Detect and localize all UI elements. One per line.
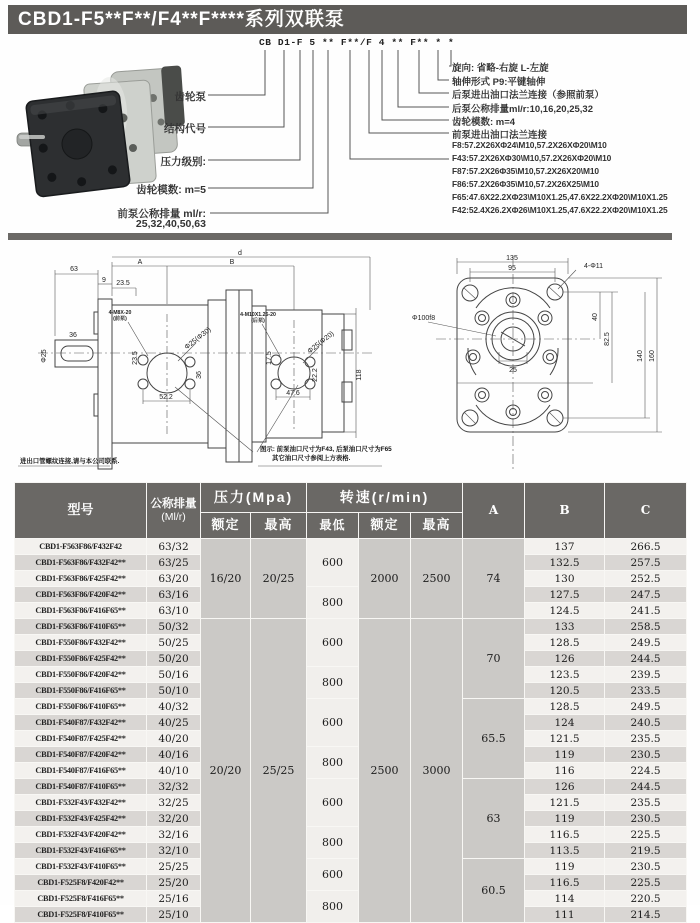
pressure-max-cell: 20/25 [251,539,307,619]
displacement-cell: 25/25 [147,859,201,875]
speed-min-cell: 600 [307,859,359,891]
displacement-cell: 50/10 [147,683,201,699]
a-cell: 60.5 [463,859,525,923]
model-cell: CBD1-F540F87/F425F42** [15,731,147,747]
displacement-cell: 32/32 [147,779,201,795]
b-cell: 133 [525,619,605,635]
c-cell: 225.5 [605,827,687,843]
pressure-rated-cell: 16/20 [201,539,251,619]
model-code: CB D1-F 5 ** F**/F 4 ** F** * * [259,37,455,48]
a-cell: 74 [463,539,525,619]
c-cell: 230.5 [605,859,687,875]
c-cell: 214.5 [605,907,687,923]
displacement-cell: 40/20 [147,731,201,747]
displacement-cell: 40/32 [147,699,201,715]
displacement-cell: 63/20 [147,571,201,587]
pressure-max-cell: 25/25 [251,619,307,923]
speed-min-cell: 800 [307,747,359,779]
label-front-displacement-values: 25,32,40,50,63 [135,218,206,230]
displacement-cell: 40/10 [147,763,201,779]
displacement-cell: 25/16 [147,891,201,907]
model-cell: CBD1-F540F87/F432F42** [15,715,147,731]
table-row [15,699,687,715]
label-gear-module-5: 齿轮模数: m=5 [136,184,206,196]
speed-min-cell: 600 [307,619,359,667]
dim-A: A [137,259,143,266]
c-cell: 244.5 [605,651,687,667]
b-cell: 113.5 [525,843,605,859]
dim-4-phi11: 4-Φ11 [584,263,604,270]
model-cell: CBD1-F525F8/F420F42** [15,875,147,891]
drawing-note-right-1: 图示: 前泵油口尺寸为F43, 后泵油口尺寸为F65 [260,446,392,453]
header-speed-rated: 额定 [359,513,411,539]
b-cell: 116.5 [525,827,605,843]
header-speed: 转速(r/min) [307,483,463,513]
model-cell: CBD1-F550F86/F410F65** [15,699,147,715]
b-cell: 128.5 [525,699,605,715]
model-cell: CBD1-F532F43/F410F65** [15,859,147,875]
header-displacement-line1: 公称排量 [150,497,197,510]
model-cell: CBD1-F563F86/F410F65** [15,619,147,635]
label-flange-f86: F86:57.2X26Φ35\M10,57.2X26X25\M10 [452,179,599,189]
b-cell: 132.5 [525,555,605,571]
c-cell: 235.5 [605,795,687,811]
model-cell: CBD1-F563F86/F420F42** [15,587,147,603]
label-shaft-type: 轴伸形式 P9:平键轴伸 [452,77,546,88]
c-cell: 230.5 [605,747,687,763]
header-pressure-rated: 额定 [201,513,251,539]
dim-B: B [229,259,235,266]
b-cell: 116.5 [525,875,605,891]
model-cell: CBD1-F550F86/F420F42** [15,667,147,683]
a-cell: 63 [463,779,525,859]
header-pressure: 压力(Mpa) [201,483,307,513]
displacement-cell: 63/16 [147,587,201,603]
dim-22-2: 22.2 [312,368,319,382]
displacement-cell: 32/10 [147,843,201,859]
c-cell: 247.5 [605,587,687,603]
header-b: B [525,483,605,539]
spec-table [14,482,687,923]
speed-rated-cell: 2500 [359,619,411,923]
speed-max-cell: 2500 [411,539,463,619]
label-flange-f43: F43:57.2X26XΦ30\M10,57.2X26XΦ20\M10 [452,153,612,163]
speed-min-cell: 600 [307,699,359,747]
table-row [15,779,687,795]
c-cell: 249.5 [605,699,687,715]
annotation-front-bolts: 4-M8X-20 [108,310,132,316]
a-cell: 70 [463,619,525,699]
a-cell: 65.5 [463,699,525,779]
label-front-flange: 前泵进出油口法兰连接 [452,130,548,141]
model-cell: CBD1-F550F86/F432F42** [15,635,147,651]
dim-port2: Φ25(Φ20) [306,330,336,356]
table-row [15,747,687,763]
model-cell: CBD1-F540F87/F410F65** [15,779,147,795]
displacement-cell: 32/20 [147,811,201,827]
displacement-cell: 50/16 [147,667,201,683]
label-front-displacement: 前泵公称排量 ml/r: [117,208,206,220]
table-row [15,667,687,683]
c-cell: 258.5 [605,619,687,635]
annotation-rear-bolts: 4-M10X1.25-20 [240,312,276,318]
table-row [15,539,687,555]
displacement-cell: 50/20 [147,651,201,667]
displacement-cell: 50/32 [147,619,201,635]
dim-63: 63 [70,266,78,273]
model-cell: CBD1-F550F86/F416F65** [15,683,147,699]
b-cell: 119 [525,811,605,827]
speed-min-cell: 600 [307,539,359,587]
separator-bar [8,233,672,240]
c-cell: 266.5 [605,539,687,555]
dim-36b: 36 [196,371,203,379]
b-cell: 111 [525,907,605,923]
dim-port1: Φ25(Φ30) [183,326,213,352]
label-rear-displacement: 后泵公称排量ml/r:10,16,20,25,32 [452,104,593,115]
table-row [15,827,687,843]
displacement-cell: 32/16 [147,827,201,843]
dim-9: 9 [102,277,106,284]
dim-23-5b: 23.5 [132,351,139,365]
speed-min-cell: 800 [307,891,359,923]
drawing-front-view [398,244,684,478]
dim-135: 135 [506,255,518,262]
speed-min-cell: 600 [307,779,359,827]
b-cell: 128.5 [525,635,605,651]
label-flange-f87: F87:57.2X26Φ35\M10,57.2X26X20\M10 [452,166,599,176]
speed-min-cell: 800 [307,667,359,699]
model-cell: CBD1-F563F86/F425F42** [15,571,147,587]
label-flange-f65: F65:47.6X22.2XΦ23\M10X1.25,47.6X22.2XΦ20\M10X1.25 [452,192,668,202]
b-cell: 121.5 [525,731,605,747]
c-cell: 257.5 [605,555,687,571]
dim-95: 95 [508,265,516,272]
label-structure-code: 结构代号 [164,123,206,135]
b-cell: 126 [525,651,605,667]
label-flange-f8: F8:57.2X26XΦ24\M10,57.2X26XΦ20\M10 [452,140,607,150]
c-cell: 240.5 [605,715,687,731]
model-cell: CBD1-F540F87/F420F42** [15,747,147,763]
c-cell: 233.5 [605,683,687,699]
table-row [15,619,687,635]
c-cell: 219.5 [605,843,687,859]
table-row [15,587,687,603]
displacement-cell: 63/32 [147,539,201,555]
header-speed-min: 最低 [307,513,359,539]
label-rotation: 旋向: 省略-右旋 L-左旋 [452,63,549,74]
model-cell: CBD1-F563F86/F416F65** [15,603,147,619]
label-gear-pump: 齿轮泵 [174,91,206,103]
c-cell: 235.5 [605,731,687,747]
model-cell: CBD1-F525F8/F410F65** [15,907,147,923]
displacement-cell: 63/25 [147,555,201,571]
model-cell: CBD1-F563F86/F432F42 [15,539,147,555]
header-displacement [147,483,201,539]
dim-17-5: 17.5 [266,351,273,365]
dim-40: 40 [592,313,599,321]
dim-25: 25 [509,367,517,374]
dim-82-5: 82.5 [604,332,611,346]
b-cell: 119 [525,747,605,763]
displacement-cell: 40/25 [147,715,201,731]
displacement-cell: 25/10 [147,907,201,923]
displacement-cell: 32/25 [147,795,201,811]
c-cell: 225.5 [605,875,687,891]
header-a: A [463,483,525,539]
b-cell: 114 [525,891,605,907]
model-cell: CBD1-F550F86/F425F42** [15,651,147,667]
c-cell: 220.5 [605,891,687,907]
header-pressure-max: 最高 [251,513,307,539]
b-cell: 116 [525,763,605,779]
model-cell: CBD1-F532F43/F432F42** [15,795,147,811]
speed-min-cell: 800 [307,827,359,859]
label-gear-module-4: 齿轮模数: m=4 [452,117,516,128]
table-row [15,891,687,907]
dim-phi25: Φ25 [41,349,48,363]
model-cell: CBD1-F532F43/F416F65** [15,843,147,859]
b-cell: 119 [525,859,605,875]
speed-max-cell: 3000 [411,619,463,923]
b-cell: 137 [525,539,605,555]
speed-min-cell: 800 [307,587,359,619]
model-cell: CBD1-F532F43/F425F42** [15,811,147,827]
label-rear-flange: 后泵进出油口法兰连接（参照前泵） [452,90,605,101]
b-cell: 120.5 [525,683,605,699]
dim-d: d [238,250,242,257]
b-cell: 121.5 [525,795,605,811]
dim-phi100: Φ100f8 [412,315,436,322]
table-row [15,859,687,875]
dim-23-5a: 23.5 [116,280,130,287]
b-cell: 127.5 [525,587,605,603]
c-cell: 244.5 [605,779,687,795]
c-cell: 252.5 [605,571,687,587]
drawing-side-view [10,244,395,478]
dim-52-2: 52.2 [159,394,173,401]
b-cell: 123.5 [525,667,605,683]
displacement-cell: 40/16 [147,747,201,763]
page-title: CBD1-F5**F**/F4**F****系列双联泵 [8,5,687,34]
header-speed-max: 最高 [411,513,463,539]
model-cell: CBD1-F540F87/F416F65** [15,763,147,779]
header-displacement-line2: (Ml/r) [161,511,186,524]
c-cell: 241.5 [605,603,687,619]
displacement-cell: 50/25 [147,635,201,651]
c-cell: 230.5 [605,811,687,827]
displacement-cell: 25/20 [147,875,201,891]
header-model: 型号 [15,483,147,539]
speed-rated-cell: 2000 [359,539,411,619]
model-cell: CBD1-F563F86/F432F42** [15,555,147,571]
b-cell: 124.5 [525,603,605,619]
displacement-cell: 63/10 [147,603,201,619]
b-cell: 126 [525,779,605,795]
annotation-rear-pump: (后泵) [251,318,265,324]
annotation-front-pump: (前泵) [113,316,127,322]
drawing-note-left: 进出口管螺纹连接,请与本公司联系. [20,458,120,465]
c-cell: 249.5 [605,635,687,651]
c-cell: 224.5 [605,763,687,779]
b-cell: 124 [525,715,605,731]
model-cell: CBD1-F525F8/F416F65** [15,891,147,907]
dim-36-shaft: 36 [69,332,77,339]
dim-47-6: 47.6 [286,390,300,397]
dim-160: 160 [649,350,656,362]
label-pressure-grade: 压力级别: [160,156,206,168]
drawing-note-right-2: 其它油口尺寸参阅上方表格. [272,455,351,462]
label-flange-f42: F42:52.4X26.2XΦ26\M10X1.25,47.6X22.2XΦ20\M10X1.25 [452,205,668,215]
dim-118: 118 [356,369,363,381]
c-cell: 239.5 [605,667,687,683]
dim-140: 140 [637,350,644,362]
model-cell: CBD1-F532F43/F420F42** [15,827,147,843]
b-cell: 130 [525,571,605,587]
header-c: C [605,483,687,539]
pressure-rated-cell: 20/20 [201,619,251,923]
